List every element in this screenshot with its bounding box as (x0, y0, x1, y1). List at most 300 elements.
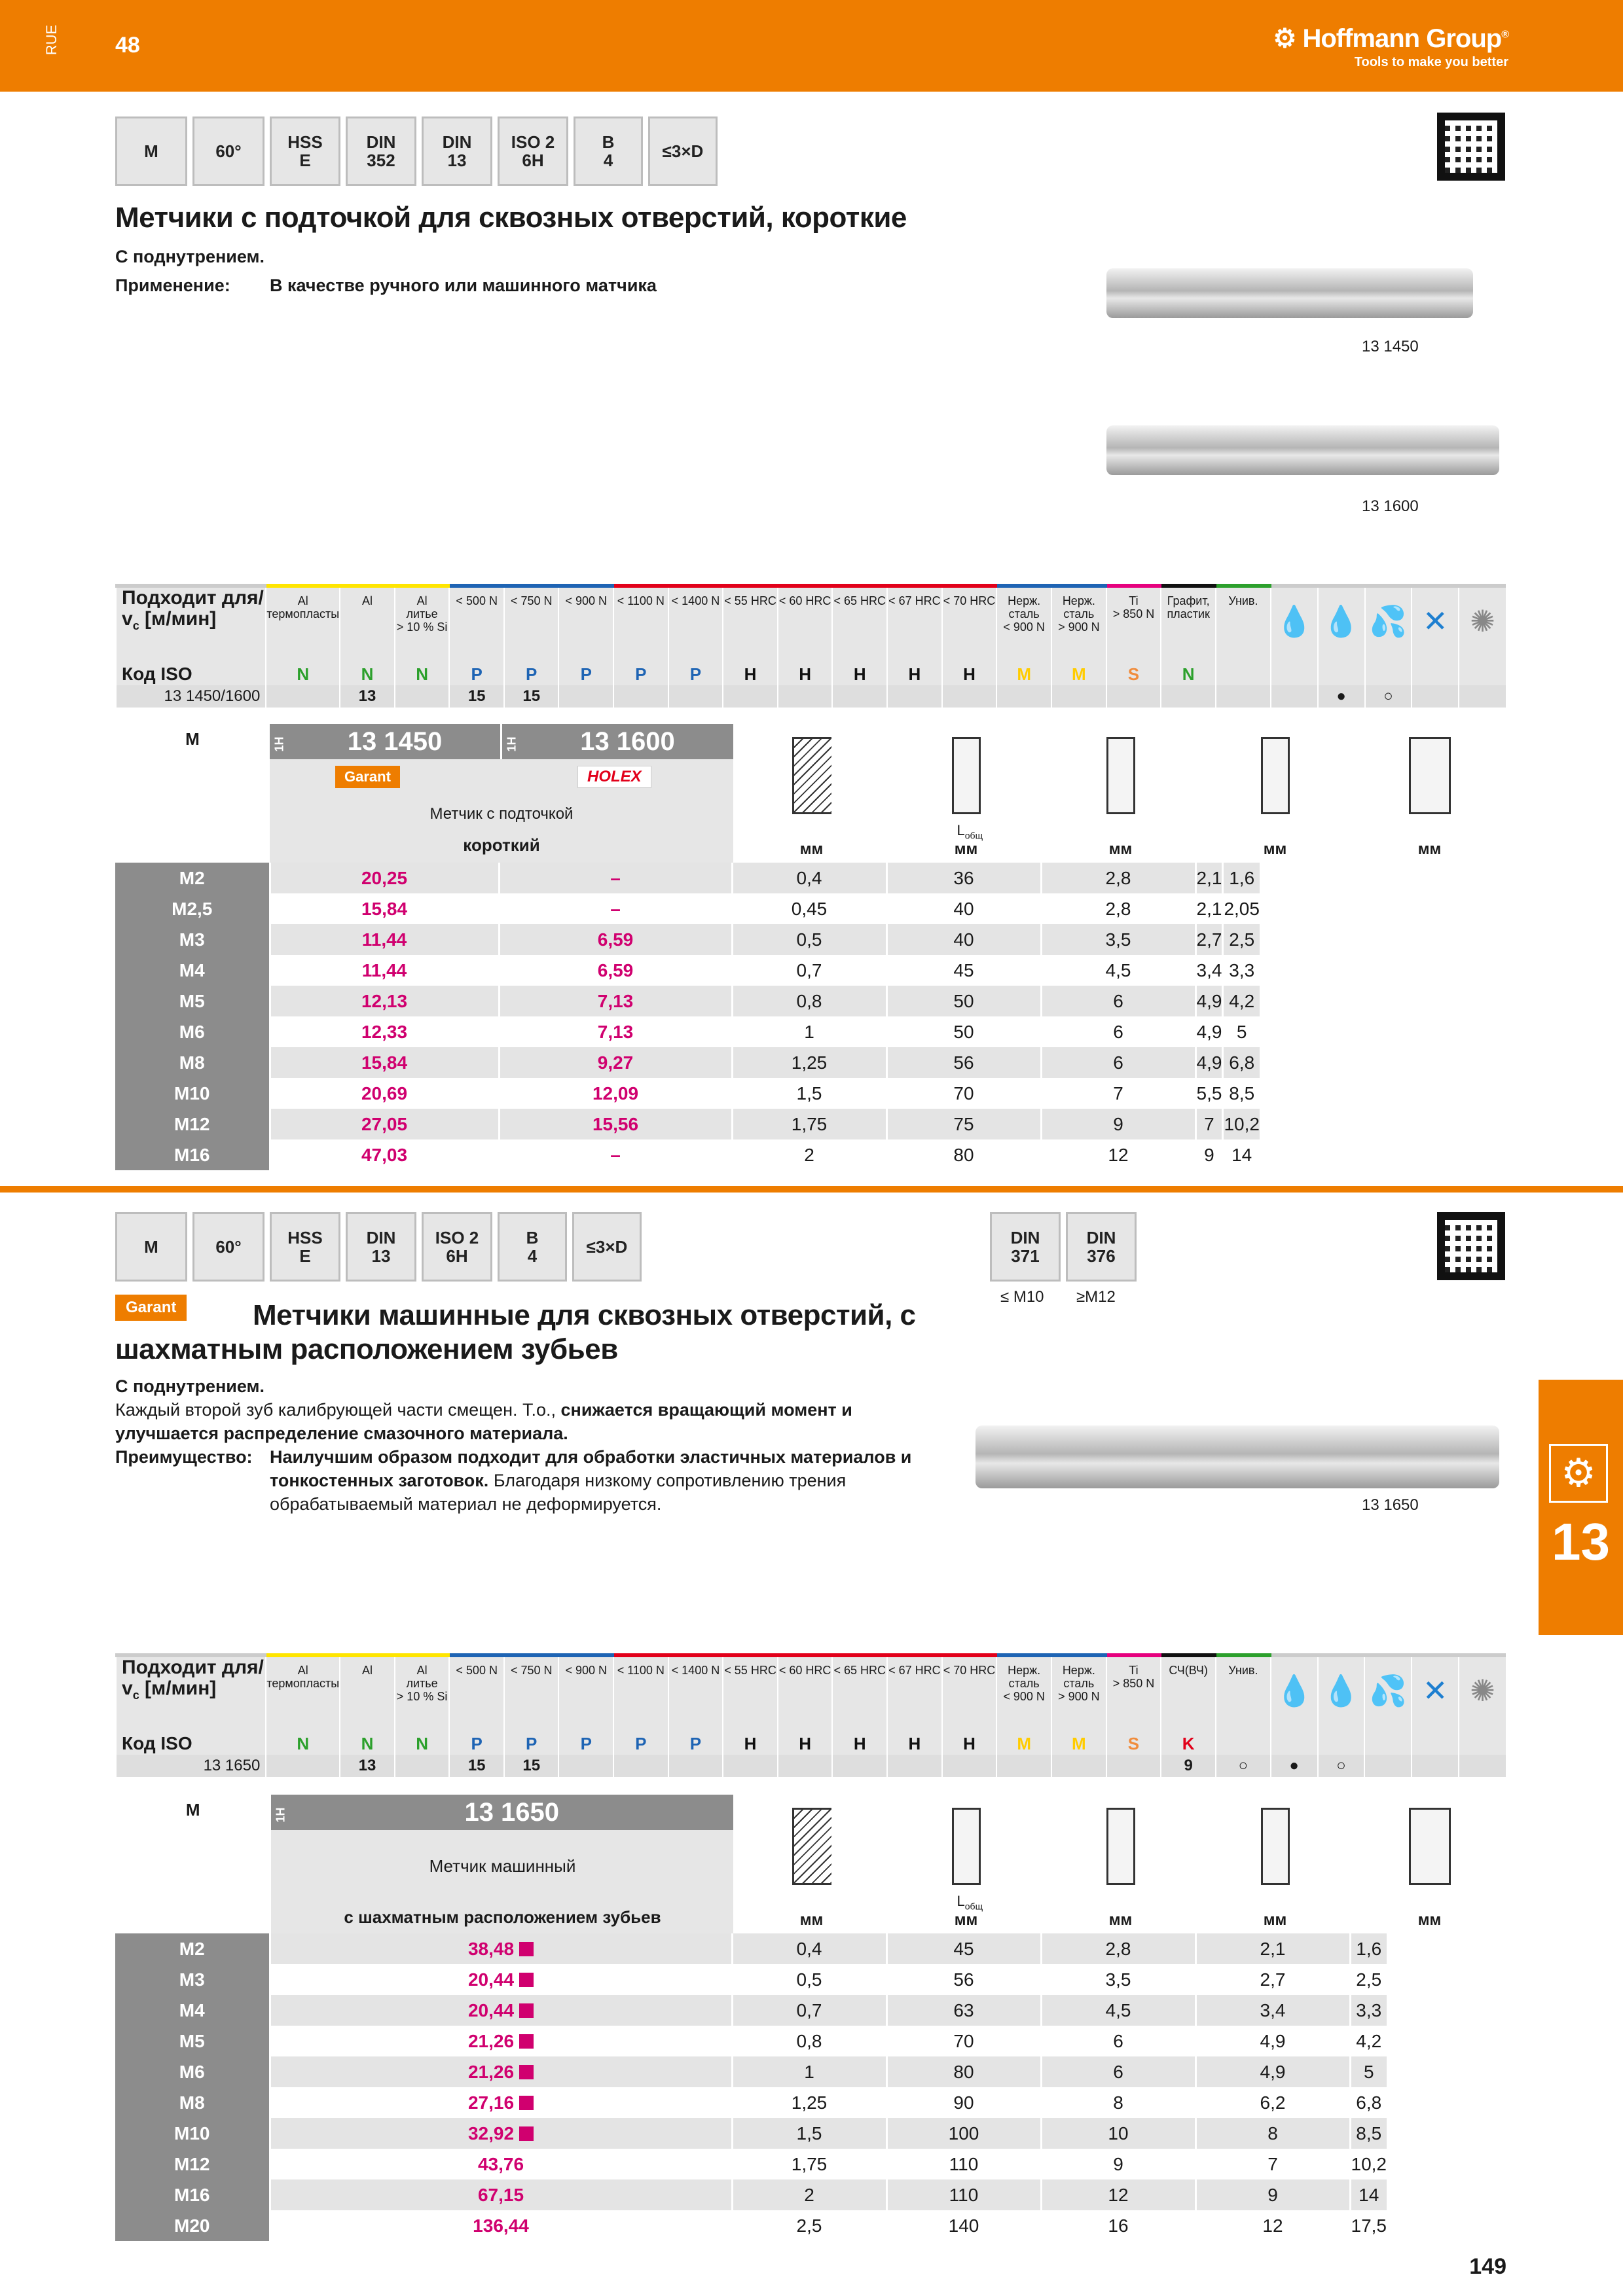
iso-cool-2 (1365, 663, 1412, 685)
material-col-11: < 67 HRC (887, 586, 942, 663)
cell-5: 4,5 (1041, 955, 1195, 986)
table-row (115, 1933, 1388, 1964)
brand-tagline: Tools to make you better (1354, 55, 1508, 69)
stock-marker-icon (519, 2126, 534, 2141)
length-sub: общ (964, 830, 983, 841)
iso-cool-4 (1459, 663, 1506, 685)
product-codes-row (270, 724, 733, 759)
price-131600[interactable]: 6,59 (499, 924, 732, 955)
vc-value-16 (1161, 685, 1216, 708)
price-131650[interactable]: 67,15 (270, 2179, 732, 2210)
material-col-12: < 70 HRC (942, 586, 997, 663)
size-cell: M10 (115, 2118, 270, 2149)
price-text: 20,44 (467, 2000, 515, 2020)
iso-code-10: H (832, 663, 887, 685)
price-131600[interactable]: – (499, 863, 732, 893)
iso-cool-4 (1459, 1732, 1506, 1755)
cell-4: 70 (886, 1078, 1041, 1109)
iso-code-13: M (996, 663, 1051, 685)
size-cell: M2 (115, 1933, 270, 1964)
vc-value-12 (942, 1755, 997, 1777)
garant-logo: Garant (335, 766, 400, 788)
coolant-dry-icon: ✕ (1412, 1655, 1459, 1732)
material-col-17: Унив. (1216, 1655, 1271, 1732)
label-speed (122, 1678, 265, 1706)
stock-marker-icon (519, 1942, 534, 1956)
core-hole-icon-cell (1351, 1795, 1506, 1933)
pitch-icon-cell (733, 1795, 888, 1933)
price-131650[interactable] (270, 2026, 732, 2056)
material-col-14: Нерж. сталь > 900 N (1051, 586, 1106, 663)
material-col-2: Al литье > 10 % Si (395, 1655, 450, 1732)
s2-desc-2: с шахматным расположением зубьев (344, 1907, 661, 1927)
vc-value-7 (668, 685, 723, 708)
iso-code-10: H (832, 1732, 887, 1755)
cell-3: 0,7 (732, 955, 886, 986)
material-col-1: Al (340, 586, 395, 663)
iso-code-4: P (504, 663, 559, 685)
iso-code-0: N (266, 663, 340, 685)
s2-title: Метчики машинные для сквозных отверстий, с шахматным расположением зубьев (115, 1299, 916, 1365)
material-col-8: < 55 HRC (723, 586, 778, 663)
vc-value-9 (778, 685, 833, 708)
material-label (116, 586, 266, 663)
s2-image-caption: 13 1650 (1362, 1496, 1419, 1514)
price-131450[interactable]: 20,69 (270, 1078, 499, 1109)
size-cell: M16 (115, 1139, 270, 1170)
tolerance-3: 1H (274, 1806, 287, 1822)
badge-5: ISO 2 6H (498, 117, 568, 186)
table-row (115, 2118, 1388, 2149)
coolant-emulsion-icon: 💧 (1318, 586, 1365, 663)
stock-marker-icon (519, 2003, 534, 2018)
cell-6: 4,9 (1195, 986, 1223, 1016)
qr-code-icon[interactable] (1437, 113, 1505, 181)
vc-value-1: 13 (340, 1755, 395, 1777)
size-cell: M5 (115, 986, 270, 1016)
price-131450[interactable]: 15,84 (270, 893, 499, 924)
iso-code-6: P (613, 1732, 668, 1755)
s2-undercut: С поднутрением. (115, 1376, 265, 1396)
cell-6: 2,5 (1350, 1964, 1388, 1995)
coolant-oil-icon: 💧 (1271, 1655, 1318, 1732)
tolerance-2: 1H (505, 736, 519, 751)
cell-4: 50 (886, 986, 1041, 1016)
chapter-tab[interactable] (1539, 1380, 1623, 1635)
s2-text (115, 1374, 940, 1516)
price-131600[interactable]: 6,59 (499, 955, 732, 986)
price-131600[interactable]: 9,27 (499, 1047, 732, 1078)
cell-3: 110 (886, 2179, 1041, 2210)
cell-7: 4,2 (1223, 986, 1261, 1016)
cell-5: 3,4 (1195, 1995, 1350, 2026)
material-col-13: Нерж. сталь < 900 N (996, 1655, 1051, 1732)
size-cell: M16 (115, 2179, 270, 2210)
price-131450[interactable]: 15,84 (270, 1047, 499, 1078)
iso-code-8: H (723, 663, 778, 685)
price-131450[interactable]: 27,05 (270, 1109, 499, 1139)
length-label: $L_{общ}$ (957, 822, 983, 841)
vc-value-17: ○ (1216, 1755, 1271, 1777)
table-row (115, 1964, 1388, 1995)
size-cell: M5 (115, 2026, 270, 2056)
badge-0: DIN 371 (990, 1212, 1061, 1282)
table-row (115, 1016, 1260, 1047)
iso-cool-3 (1412, 663, 1459, 685)
cell-5: 4,9 (1195, 2056, 1350, 2087)
cell-2: 1,25 (732, 2087, 886, 2118)
table-row (115, 1109, 1260, 1139)
vc-value-11 (887, 1755, 942, 1777)
cell-5: 12 (1041, 1139, 1195, 1170)
cell-3: 140 (886, 2210, 1041, 2241)
material-col-1: Al (340, 1655, 395, 1732)
holex-logo: HOLEX (577, 766, 651, 788)
core-hole-icon (1409, 737, 1451, 814)
cool-value-1: ● (1318, 685, 1365, 708)
cell-5: 2,8 (1041, 893, 1195, 924)
cell-4: 45 (886, 955, 1041, 986)
cell-2: 0,7 (732, 1995, 886, 2026)
iso-code-15: S (1106, 663, 1161, 685)
language-code: RUE (43, 24, 60, 56)
length-label: $L_{общ}$ (957, 1893, 983, 1912)
price-131450[interactable]: 11,44 (270, 924, 499, 955)
tap-image-131650 (976, 1426, 1499, 1488)
price-131450[interactable]: 12,13 (270, 986, 499, 1016)
price-131650[interactable] (270, 2118, 732, 2149)
s2-adv-norm: Благодаря низкому сопротивлению трения обрабатываемый материал не деформируется. (270, 1471, 847, 1514)
shank-diameter-icon (1106, 737, 1135, 814)
table-row (115, 986, 1260, 1016)
s2-adv-label: Преимущество: (115, 1447, 253, 1467)
size-cell: M20 (115, 2210, 270, 2241)
cell-4: 50 (886, 1016, 1041, 1047)
s1-title: Метчики с подточкой для сквозных отверстий, короткие (115, 202, 907, 234)
price-131450[interactable]: 47,03 (270, 1139, 499, 1170)
price-131600[interactable]: 12,09 (499, 1078, 732, 1109)
vc-value-1: 13 (340, 685, 395, 708)
material-col-7: < 1400 N (668, 586, 723, 663)
material-col-4: < 750 N (504, 1655, 559, 1732)
table-row (115, 955, 1260, 986)
iso-code-13: M (996, 1732, 1051, 1755)
unit-label: мм (1108, 1911, 1133, 1929)
cell-6: 4,9 (1195, 1016, 1223, 1047)
badge-1: DIN 376 (1066, 1212, 1137, 1282)
overall-length-icon-cell (888, 724, 1042, 863)
qr-code-icon-2[interactable] (1437, 1212, 1505, 1280)
cell-3: 0,8 (732, 986, 886, 1016)
vc-value-3: 15 (449, 685, 504, 708)
price-131450[interactable]: 12,33 (270, 1016, 499, 1047)
iso-code-17 (1216, 663, 1271, 685)
cell-6: 2,7 (1195, 924, 1223, 955)
badge-6: B 4 (574, 117, 643, 186)
material-col-3: < 500 N (449, 586, 504, 663)
cell-7: 8,5 (1223, 1078, 1261, 1109)
price-131450[interactable]: 20,25 (270, 863, 499, 893)
vc-value-6 (613, 685, 668, 708)
iso-code-14: M (1051, 1732, 1106, 1755)
cell-2: 0,4 (732, 1933, 886, 1964)
s1-application-label: Применение: (115, 276, 230, 295)
material-col-16: Графит, пластик (1161, 586, 1216, 663)
size-cell: M3 (115, 924, 270, 955)
cell-2: 2,5 (732, 2210, 886, 2241)
table-row (115, 893, 1260, 924)
cell-5: 8 (1195, 2118, 1350, 2149)
price-131650[interactable] (270, 2087, 732, 2118)
vc-value-2 (395, 1755, 450, 1777)
size-cell: M4 (115, 1995, 270, 2026)
cell-5: 6 (1041, 1047, 1195, 1078)
price-131650[interactable]: 136,44 (270, 2210, 732, 2241)
iso-code-3: P (449, 663, 504, 685)
iso-cool-2 (1364, 1732, 1412, 1755)
iso-code-12: H (942, 1732, 997, 1755)
cell-7: 3,3 (1223, 955, 1261, 986)
iso-code-16: K (1161, 1732, 1216, 1755)
table-row (115, 2087, 1388, 2118)
logo-icon: ⚙ (1273, 24, 1303, 53)
price-text: 38,48 (467, 1938, 515, 1959)
cell-4: 2,8 (1041, 1933, 1195, 1964)
cool-value-4 (1459, 1755, 1506, 1777)
cell-5: 2,1 (1195, 1933, 1350, 1964)
material-col-0: Al термопласты (266, 1655, 340, 1732)
cell-3: 110 (886, 2149, 1041, 2179)
pitch-icon-cell (733, 724, 888, 863)
iso-code-14: M (1051, 663, 1106, 685)
unit-label: мм (799, 1911, 824, 1929)
vc-value-8 (723, 1755, 778, 1777)
cell-2: 2 (732, 2179, 886, 2210)
table-row (115, 1078, 1260, 1109)
iso-code-17 (1216, 1732, 1271, 1755)
vc-value-15 (1106, 1755, 1161, 1777)
cell-6: 4,2 (1350, 2026, 1388, 2056)
table-row (115, 2149, 1388, 2179)
cell-3: 1 (732, 1016, 886, 1047)
cell-4: 75 (886, 1109, 1041, 1139)
material-col-17: Унив. (1216, 586, 1271, 663)
price-131600[interactable]: – (499, 1139, 732, 1170)
coolant-air-icon: ✺ (1459, 586, 1506, 663)
cell-4: 36 (886, 863, 1041, 893)
table-row (115, 863, 1260, 893)
s1-badges (115, 117, 718, 186)
table-row (115, 1995, 1388, 2026)
cell-5: 2,8 (1041, 863, 1195, 893)
vc-value-15 (1106, 685, 1161, 708)
iso-code-9: H (778, 663, 833, 685)
vc-value-13 (996, 1755, 1051, 1777)
price-131600[interactable]: – (499, 893, 732, 924)
coolant-emulsion-icon: 💧 (1318, 1655, 1365, 1732)
unit-label: мм (954, 1911, 978, 1929)
vc-value-10 (832, 685, 887, 708)
unit-label: мм (799, 840, 824, 858)
price-131650[interactable] (270, 1964, 732, 1995)
cell-5: 9 (1195, 2179, 1350, 2210)
price-131650[interactable] (270, 1933, 732, 1964)
cool-value-3 (1412, 685, 1459, 708)
material-col-10: < 65 HRC (832, 586, 887, 663)
core-hole-icon (1409, 1808, 1451, 1885)
vc-value-14 (1051, 1755, 1106, 1777)
cell-6: 7 (1195, 1109, 1223, 1139)
core-hole-icon-cell (1351, 724, 1506, 863)
price-131450[interactable]: 11,44 (270, 955, 499, 986)
table-row (115, 2179, 1388, 2210)
din-sub-1: ≤ M10 (1000, 1288, 1044, 1306)
row-label: 13 1650 (116, 1755, 266, 1777)
s2-desc-1: Метчик машинный (429, 1856, 576, 1876)
vc-value-5 (558, 685, 613, 708)
iso-code-15: S (1106, 1732, 1161, 1755)
cell-4: 40 (886, 924, 1041, 955)
iso-code-4: P (504, 1732, 559, 1755)
material-col-12: < 70 HRC (942, 1655, 997, 1732)
cell-6: 2,1 (1195, 863, 1223, 893)
length-sub: общ (964, 1901, 983, 1912)
cell-6: 2,1 (1195, 893, 1223, 924)
material-label (116, 1655, 266, 1732)
cell-3: 0,4 (732, 863, 886, 893)
material-col-9: < 60 HRC (778, 586, 833, 663)
s2-table-header (115, 1795, 1506, 1933)
badge-6: ≤3×D (572, 1212, 642, 1282)
tap-image-131600 (1106, 425, 1499, 475)
size-cell: M4 (115, 955, 270, 986)
iso-cool-0 (1271, 1732, 1318, 1755)
price-131600[interactable]: 7,13 (499, 1016, 732, 1047)
cell-6: 10,2 (1350, 2149, 1388, 2179)
table-row (115, 2056, 1388, 2087)
unit-label: мм (954, 840, 978, 858)
cell-5: 6,2 (1195, 2087, 1350, 2118)
price-131600[interactable]: 7,13 (499, 986, 732, 1016)
cell-4: 12 (1041, 2179, 1195, 2210)
cell-3: 1,25 (732, 1047, 886, 1078)
cell-3: 63 (886, 1995, 1041, 2026)
s1-product-table (115, 724, 1506, 1170)
cell-2: 1 (732, 2056, 886, 2087)
price-text: 32,92 (467, 2123, 515, 2144)
cell-3: 100 (886, 2118, 1041, 2149)
cell-6: 8,5 (1350, 2118, 1388, 2149)
product-code-131600[interactable]: 13 1600 (580, 726, 675, 756)
cool-value-2 (1364, 1755, 1412, 1777)
chapter-number: 13 (1552, 1513, 1610, 1571)
cool-value-3 (1412, 1755, 1459, 1777)
vc-value-11 (887, 685, 942, 708)
s2-badges (115, 1212, 642, 1282)
cell-6: 4,9 (1195, 1047, 1223, 1078)
badge-3: DIN 352 (346, 117, 416, 186)
overall-length-icon (952, 1808, 981, 1885)
size-cell: M6 (115, 1016, 270, 1047)
square-size-icon (1261, 737, 1290, 814)
cool-value-0: ● (1271, 1755, 1318, 1777)
coolant-dry-icon: ✕ (1412, 586, 1459, 663)
cell-7: 10,2 (1223, 1109, 1261, 1139)
material-col-4: < 750 N (504, 586, 559, 663)
cell-3: 80 (886, 2056, 1041, 2087)
cell-4: 40 (886, 893, 1041, 924)
size-cell: M12 (115, 1109, 270, 1139)
page-header (0, 0, 1623, 92)
c: c (132, 1689, 139, 1702)
iso-code-2: N (395, 1732, 450, 1755)
iso-code-7: P (668, 663, 723, 685)
cell-4: 16 (1041, 2210, 1195, 2241)
vc-value-10 (832, 1755, 887, 1777)
s2-din-badges (990, 1212, 1137, 1282)
iso-code-5: P (558, 663, 613, 685)
garant-logo-2: Garant (115, 1295, 187, 1321)
material-col-3: < 500 N (449, 1655, 504, 1732)
table-row (115, 2210, 1388, 2241)
cell-3: 2 (732, 1139, 886, 1170)
price-131600[interactable]: 15,56 (499, 1109, 732, 1139)
vc-value-6 (613, 1755, 668, 1777)
product-code-131650[interactable]: 13 1650 (464, 1797, 560, 1827)
s1-size-table (115, 863, 1262, 1170)
din-sub-2: ≥M12 (1076, 1288, 1116, 1306)
price-131650[interactable]: 43,76 (270, 2149, 732, 2179)
cool-value-0 (1271, 685, 1318, 708)
price-text: 27,16 (467, 2092, 515, 2113)
cell-3: 0,5 (732, 924, 886, 955)
cool-value-2: ○ (1365, 685, 1412, 708)
s2-desc-b: снижается вращающий момент и улучшается распределение смазочного материала. (115, 1400, 852, 1443)
cell-5: 12 (1195, 2210, 1350, 2241)
tolerance-1: 1H (272, 736, 286, 751)
vc-value-0 (266, 685, 340, 708)
unit: [м/мин] (139, 1677, 217, 1699)
iso-code-1: N (340, 663, 395, 685)
size-cell: M8 (115, 2087, 270, 2118)
vc-value-0 (266, 1755, 340, 1777)
price-text: 21,26 (467, 2030, 515, 2051)
s1-image-caption-1: 13 1450 (1362, 338, 1419, 355)
cell-3: 45 (886, 1933, 1041, 1964)
shank-diameter-icon-cell (1042, 724, 1197, 863)
material-col-15: Ti > 850 N (1106, 1655, 1161, 1732)
vc-value-2 (395, 685, 450, 708)
cell-3: 0,45 (732, 893, 886, 924)
size-cell: M10 (115, 1078, 270, 1109)
section-divider (0, 1186, 1623, 1193)
material-col-11: < 67 HRC (887, 1655, 942, 1732)
stock-marker-icon (519, 1973, 534, 1987)
size-cell: M6 (115, 2056, 270, 2087)
s1-application-text: В качестве ручного или машинного матчика (270, 276, 657, 295)
price-131650[interactable] (270, 2056, 732, 2087)
product-header-2 (271, 1795, 734, 1933)
material-col-5: < 900 N (558, 586, 613, 663)
material-col-9: < 60 HRC (778, 1655, 833, 1732)
iso-code-11: H (887, 1732, 942, 1755)
price-131650[interactable] (270, 1995, 732, 2026)
product-code-131450[interactable]: 13 1450 (347, 726, 443, 756)
cell-4: 3,5 (1041, 1964, 1195, 1995)
cell-6: 9 (1195, 1139, 1223, 1170)
badge-1: 60° (192, 1212, 264, 1282)
brand-logo: ⚙ Hoffmann Group® Tools to make you better (1273, 24, 1508, 69)
